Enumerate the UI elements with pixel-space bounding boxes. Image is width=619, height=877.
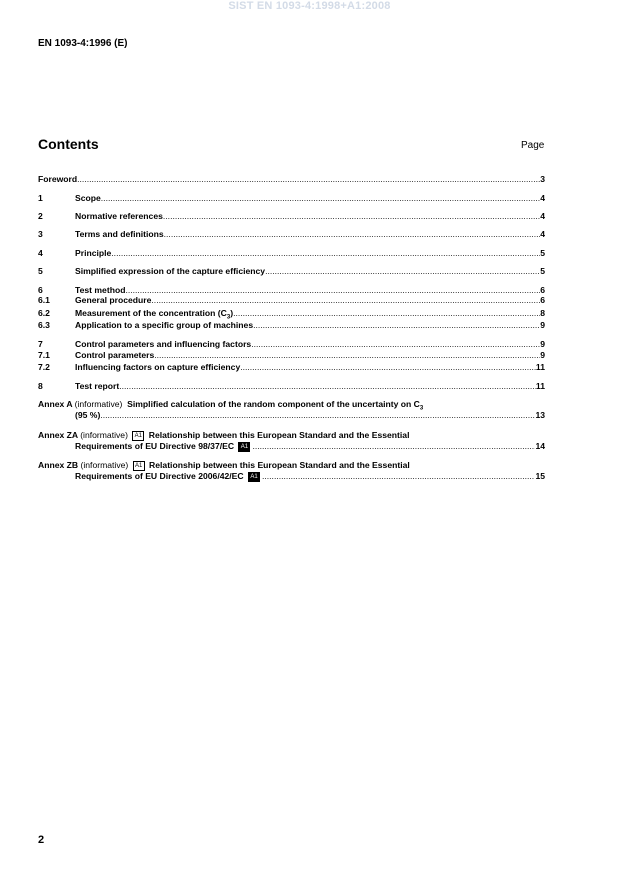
toc-title: Requirements of EU Directive 2006/42/EC [75, 471, 244, 481]
toc-title: Normative references [75, 211, 163, 221]
amendment-end-icon: A1 [248, 472, 260, 482]
annex-informative: (informative) [74, 399, 123, 409]
toc-number: 6.2 [38, 308, 50, 318]
toc-page: 3 [540, 174, 545, 184]
toc-number: 7 [38, 339, 43, 349]
toc-entry-annex-zb[interactable] [38, 460, 545, 470]
toc-page: 13 [535, 410, 545, 420]
toc-entry-3[interactable] [38, 229, 545, 239]
toc-title: Principle [75, 248, 112, 258]
toc-title: Application to a specific group of machines [75, 320, 254, 330]
toc-entry-6-2[interactable] [38, 308, 545, 321]
toc-page: 9 [540, 320, 545, 330]
toc-title: Simplified calculation of the random component of the uncertainty on C [127, 399, 420, 409]
document-id: EN 1093-4:1996 (E) [38, 38, 128, 49]
toc-entry-annex-zb-cont[interactable] [38, 471, 545, 481]
toc-page: 11 [535, 362, 545, 372]
amendment-start-icon: A1 [132, 431, 144, 441]
toc-title: Test report [75, 381, 120, 391]
toc-title: Relationship between this European Standard and the Essential [148, 430, 410, 440]
toc-entry-4[interactable] [38, 248, 545, 258]
toc-entry-5[interactable] [38, 266, 545, 276]
toc-title: General procedure [75, 295, 152, 305]
toc-number: 7.1 [38, 350, 50, 360]
toc-page: 6 [540, 295, 545, 305]
toc-title: Control parameters [75, 350, 155, 360]
page-number: 2 [38, 834, 45, 846]
annex-label: Annex ZA [38, 430, 78, 440]
toc-number: 6.1 [38, 295, 50, 305]
toc-entry-6-1[interactable] [38, 295, 545, 305]
toc-title: Control parameters and influencing factors [75, 339, 252, 349]
toc-number: 2 [38, 211, 43, 221]
toc-title: Requirements of EU Directive 98/37/EC [75, 441, 235, 451]
toc-page: 4 [540, 193, 545, 203]
toc-title: Measurement of the concentration $(C_3)$ [75, 308, 234, 321]
toc-page: 15 [535, 471, 545, 481]
amendment-start-icon: A1 [133, 461, 145, 471]
toc-entry-7[interactable] [38, 339, 545, 349]
toc-page: 5 [540, 266, 545, 276]
toc-entry-annex-za[interactable] [38, 430, 545, 440]
annex-label: Annex A [38, 399, 73, 409]
toc-title: Relationship between this European Standard and the Essential [149, 460, 410, 470]
annex-informative: (informative) [80, 460, 129, 470]
toc-number: 1 [38, 193, 43, 203]
toc-page: 5 [540, 248, 545, 258]
toc-entry-2[interactable] [38, 211, 545, 221]
toc-title: Foreword [38, 174, 78, 184]
toc-title: (95 %) [75, 410, 101, 420]
toc-number: 6 [38, 285, 43, 295]
toc-entry-7-1[interactable] [38, 350, 545, 360]
toc-number: 7.2 [38, 362, 50, 372]
toc-page: 14 [535, 441, 545, 451]
toc-page: 11 [535, 381, 545, 391]
toc-number: 6.3 [38, 320, 50, 330]
toc-page: 4 [540, 229, 545, 239]
toc-entry-annex-za-cont[interactable] [38, 441, 545, 451]
toc-entry-foreword[interactable] [38, 174, 545, 184]
toc-entry-6-3[interactable] [38, 320, 545, 330]
watermark: SIST EN 1093-4:1998+A1:2008 [228, 0, 391, 12]
toc-entry-7-2[interactable] [38, 362, 545, 372]
toc-entry-annex-a-cont[interactable] [38, 410, 545, 420]
page-column-label: Page [521, 140, 545, 151]
annex-informative: (informative) [80, 430, 128, 440]
toc-number: 8 [38, 381, 43, 391]
toc-page: 4 [540, 211, 545, 221]
toc-entry-1[interactable] [38, 193, 545, 203]
toc-entry-8[interactable] [38, 381, 545, 391]
toc-title: Simplified expression of the capture efficiency [75, 266, 266, 276]
toc-page: 9 [540, 350, 545, 360]
toc-number: 4 [38, 248, 43, 258]
toc-entry-6[interactable] [38, 285, 545, 295]
toc-page: 9 [540, 339, 545, 349]
toc-number: 3 [38, 229, 43, 239]
toc-page: 6 [540, 285, 545, 295]
annex-label: Annex ZB [38, 460, 79, 470]
toc-title: Scope [75, 193, 101, 203]
toc-number: 5 [38, 266, 43, 276]
amendment-end-icon: A1 [238, 442, 250, 452]
toc-page: 8 [540, 308, 545, 318]
contents-heading: Contents [38, 136, 99, 152]
toc-entry-annex-a[interactable]: Annex A (informative) Simplified calculation of the random component of the uncertainty on $C_3$ [38, 399, 424, 412]
toc-title: Test method [75, 285, 126, 295]
toc-title: Terms and definitions [75, 229, 164, 239]
toc-title: Influencing factors on capture efficiency [75, 362, 241, 372]
